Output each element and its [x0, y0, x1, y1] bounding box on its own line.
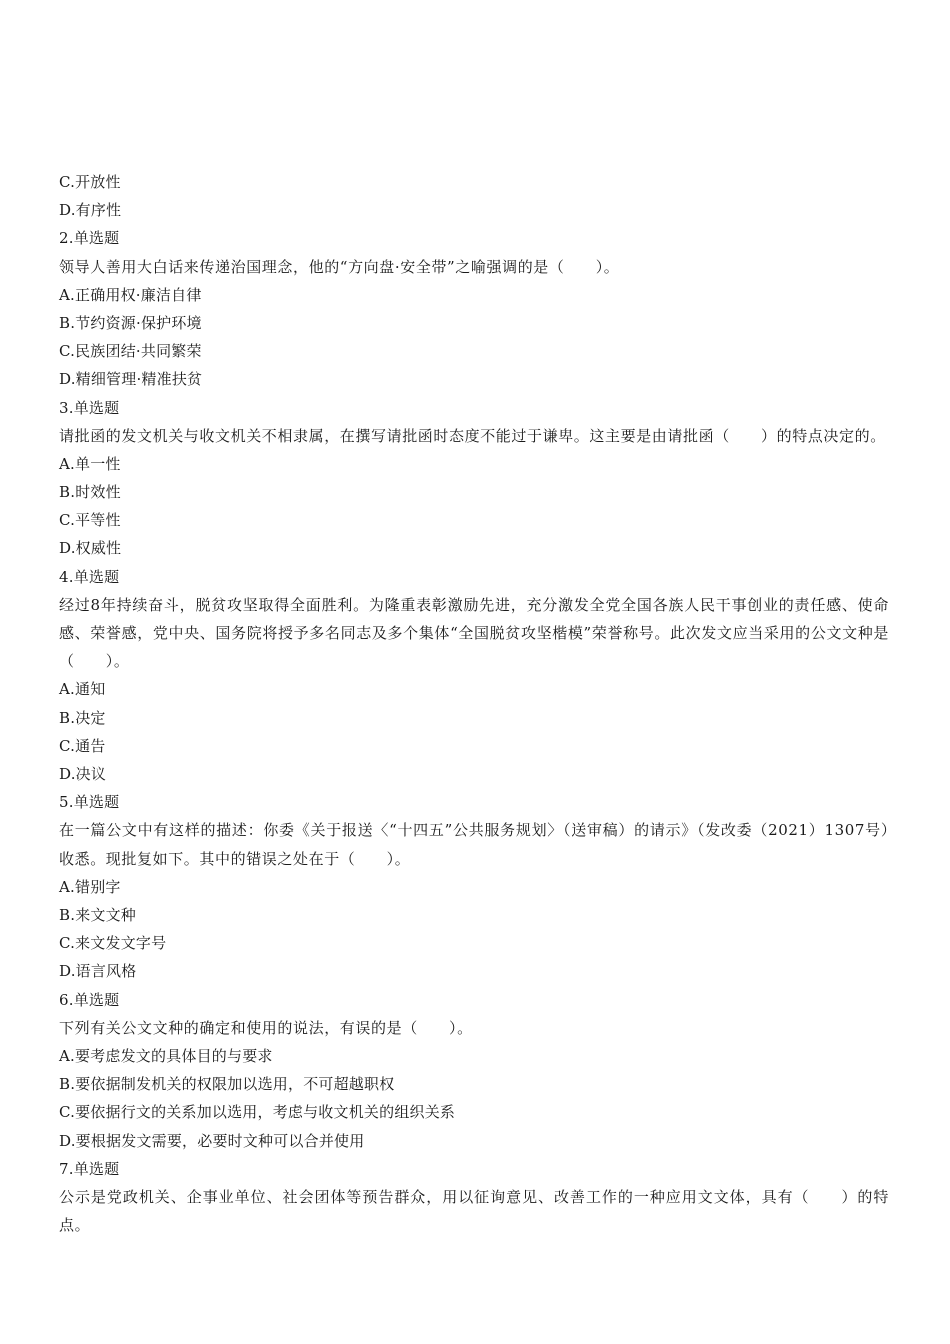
option: B.时效性: [59, 483, 121, 502]
option: C.开放性: [59, 173, 121, 191]
option: D.精细管理·精准扶贫: [59, 370, 203, 389]
option: B.来文文种: [59, 905, 136, 924]
option: B.节约资源·保护环境: [59, 313, 202, 332]
option: C.要依据行文的关系加以选用，考虑与收文机关的组织关系: [59, 1103, 456, 1122]
question-4: [59, 563, 889, 789]
option: D.决议: [59, 765, 107, 784]
question-stem: 公示是党政机关、企事业单位、社会团体等预告群众，用以征询意见、改善工作的一种应用文文体，具有（ ）的特点。: [59, 1187, 889, 1235]
option: B.要依据制发机关的权限加以选用，不可超越职权: [59, 1075, 395, 1094]
option: B.决定: [59, 708, 106, 727]
option: A.错别字: [59, 877, 121, 896]
question-2: [59, 224, 889, 393]
option: A.要考虑发文的具体目的与要求: [59, 1046, 273, 1065]
question-header: 7.单选题: [59, 1159, 120, 1178]
question-stem: 请批函的发文机关与收文机关不相隶属，在撰写请批函时态度不能过于谦卑。这主要是由请批函（ ）的特点决定的。: [59, 426, 886, 445]
question-header: 4.单选题: [59, 567, 120, 586]
option: D.有序性: [59, 201, 122, 220]
option: C.通告: [59, 736, 106, 755]
option: D.语言风格: [59, 962, 137, 981]
option: C.民族团结·共同繁荣: [59, 342, 202, 361]
prev-question-options: [59, 168, 889, 224]
option: A.单一性: [59, 454, 121, 473]
question-stem: 下列有关公文文种的确定和使用的说法，有误的是（ ）。: [59, 1018, 473, 1037]
question-7: [59, 1155, 889, 1240]
question-5: [59, 788, 889, 985]
question-header: 2.单选题: [59, 229, 120, 248]
option: D.权威性: [59, 539, 122, 558]
question-6: [59, 986, 889, 1155]
option: C.平等性: [59, 511, 121, 530]
question-3: [59, 394, 889, 563]
question-stem: 在一篇公文中有这样的描述：你委《关于报送〈“十四五”公共服务规划〉（送审稿）的请示》（发改委（2021）1307号）收悉。现批复如下。其中的错误之处在于（ ）。: [59, 821, 889, 868]
option: A.正确用权·廉洁自律: [59, 285, 202, 304]
question-header: 5.单选题: [59, 793, 120, 812]
question-stem: 领导人善用大白话来传递治国理念，他的“方向盘·安全带”之喻强调的是（ ）。: [59, 257, 620, 276]
option: D.要根据发文需要，必要时文种可以合并使用: [59, 1131, 365, 1150]
question-stem: 经过8年持续奋斗，脱贫攻坚取得全面胜利。为隆重表彰激励先进，充分激发全党全国各族人民干事创业的责任感、使命感、荣誉感，党中央、国务院将授予多名同志及多个集体“全国脱贫攻坚楷模”荣誉称号。此次发文应当采用的公文文种是（ ）。: [59, 595, 889, 671]
question-header: 3.单选题: [59, 398, 120, 417]
question-header: 6.单选题: [59, 990, 120, 1009]
exam-document: [59, 168, 889, 1239]
option: A.通知: [59, 680, 106, 699]
option: C.来文发文字号: [59, 934, 167, 953]
